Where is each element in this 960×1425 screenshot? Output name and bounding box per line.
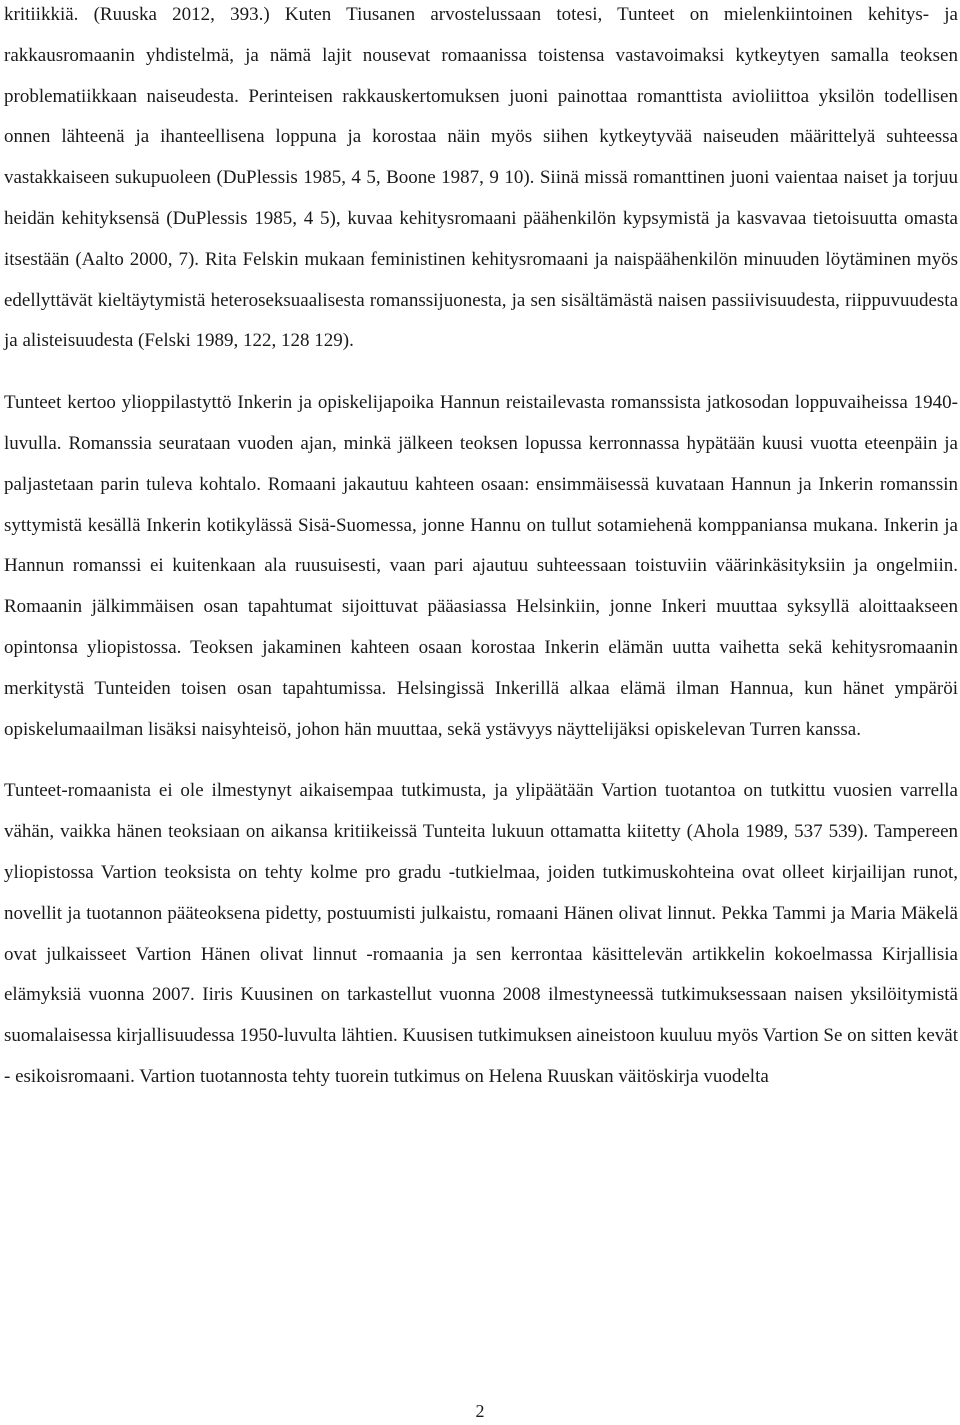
paragraph-1: kritiikkiä. (Ruuska 2012, 393.) Kuten Tiusanen arvostelussaan totesi, Tunteet on mielenkiintoinen kehitys- ja rakkausromaanin yhdistelmä, ja nämä lajit nousevat romaanissa toistensa vastavoimaksi kytkeytyen samalla teoksen problematiikkaan naiseudesta. Perinteisen rakkauskertomuksen juoni painottaa romanttista avioliittoa yksilön todellisen onnen lähteenä ja ihanteellisena loppuna ja korostaa näin myös siihen kytkeytyvää naiseuden määrittelyä suhteessa vastakkaiseen sukupuoleen (DuPlessis 1985, 4 5, Boone 1987, 9 10). Siinä missä romanttinen juoni vaientaa naiset ja torjuu heidän kehityksensä (DuPlessis 1985, 4 5), kuvaa kehitysromaani päähenkilön kypsymistä ja kasvavaa tietoisuutta omasta itsestään (Aalto 2000, 7). Rita Felskin mukaan feministinen kehitysromaani ja naispäähenkilön minuuden löytäminen myös edellyttävät kieltäytymistä heteroseksuaalisesta romanssijuonesta, ja sen sisältämästä naisen passiivisuudesta, riippuvuudesta ja alisteisuudesta (Felski 1989, 122, 128 129).	[4, 4, 958, 352]
paragraph-3: Tunteet-romaanista ei ole ilmestynyt aikaisempaa tutkimusta, ja ylipäätään Vartion tuotantoa on tutkittu vuosien varrella vähän, vaikka hänen teoksiaan on aikansa kritiikeissä Tunteita lukuun ottamatta kiitetty (Ahola 1989, 537 539). Tampereen yliopistossa Vartion teoksista on tehty kolme pro gradu -tutkielmaa, joiden tutkimuskohteina ovat olleet kirjailijan runot, novellit ja tuotannon pääteoksena pidetty, postuumisti julkaistu, romaani Hänen olivat linnut. Pekka Tammi ja Maria Mäkelä ovat julkaisseet Vartion Hänen olivat linnut -romaania ja sen kerrontaa käsittelevän artikkelin kokoelmassa Kirjallisia elämyksiä vuonna 2007. Iiris Kuusinen on tarkastellut vuonna 2008 ilmestyneessä tutkimuksessaan naisen yksilöitymistä suomalaisessa kirjallisuudessa 1950-luvulta lähtien. Kuusisen tutkimuksen aineistoon kuuluu myös Vartion Se on sitten kevät - esikoisromaani. Vartion tuotannosta tehty tuorein tutkimus on Helena Ruuskan väitöskirja vuodelta	[4, 780, 958, 1087]
page-number: 2	[475, 1401, 485, 1421]
body-text	[4, 0, 958, 1098]
paragraph-2: Tunteet kertoo ylioppilastyttö Inkerin ja opiskelijapoika Hannun reistailevasta romanssista jatkosodan loppuvaiheissa 1940-luvulla. Romanssia seurataan vuoden ajan, minkä jälkeen teoksen lopussa kerronnassa hypätään kuusi vuotta eteenpäin ja paljastetaan parin tuleva kohtalo. Romaani jakautuu kahteen osaan: ensimmäisessä kuvataan Hannun ja Inkerin romanssin syttymistä kesällä Inkerin kotikylässä Sisä-Suomessa, jonne Hannu on tullut sotamiehenä komppaniansa mukana. Inkerin ja Hannun romanssi ei kuitenkaan ala ruusuisesti, vaan pari ajautuu suhteessaan toistuviin väärinkäsityksiin ja ongelmiin. Romaanin jälkimmäisen osan tapahtumat sijoittuvat pääasiassa Helsinkiin, jonne Inkeri muuttaa syksyllä aloittaakseen opintonsa yliopistossa. Teoksen jakaminen kahteen osaan korostaa Inkerin elämän uutta vaihetta sekä kehitysromaanin merkitystä Tunteiden toisen osan tapahtumissa. Helsingissä Inkerillä alkaa elämä ilman Hannua, kun hänet ympäröi opiskelumaailman lisäksi naisyhteisö, johon hän muuttaa, sekä ystävyys näyttelijäksi opiskelevan Turren kanssa.	[4, 392, 958, 740]
